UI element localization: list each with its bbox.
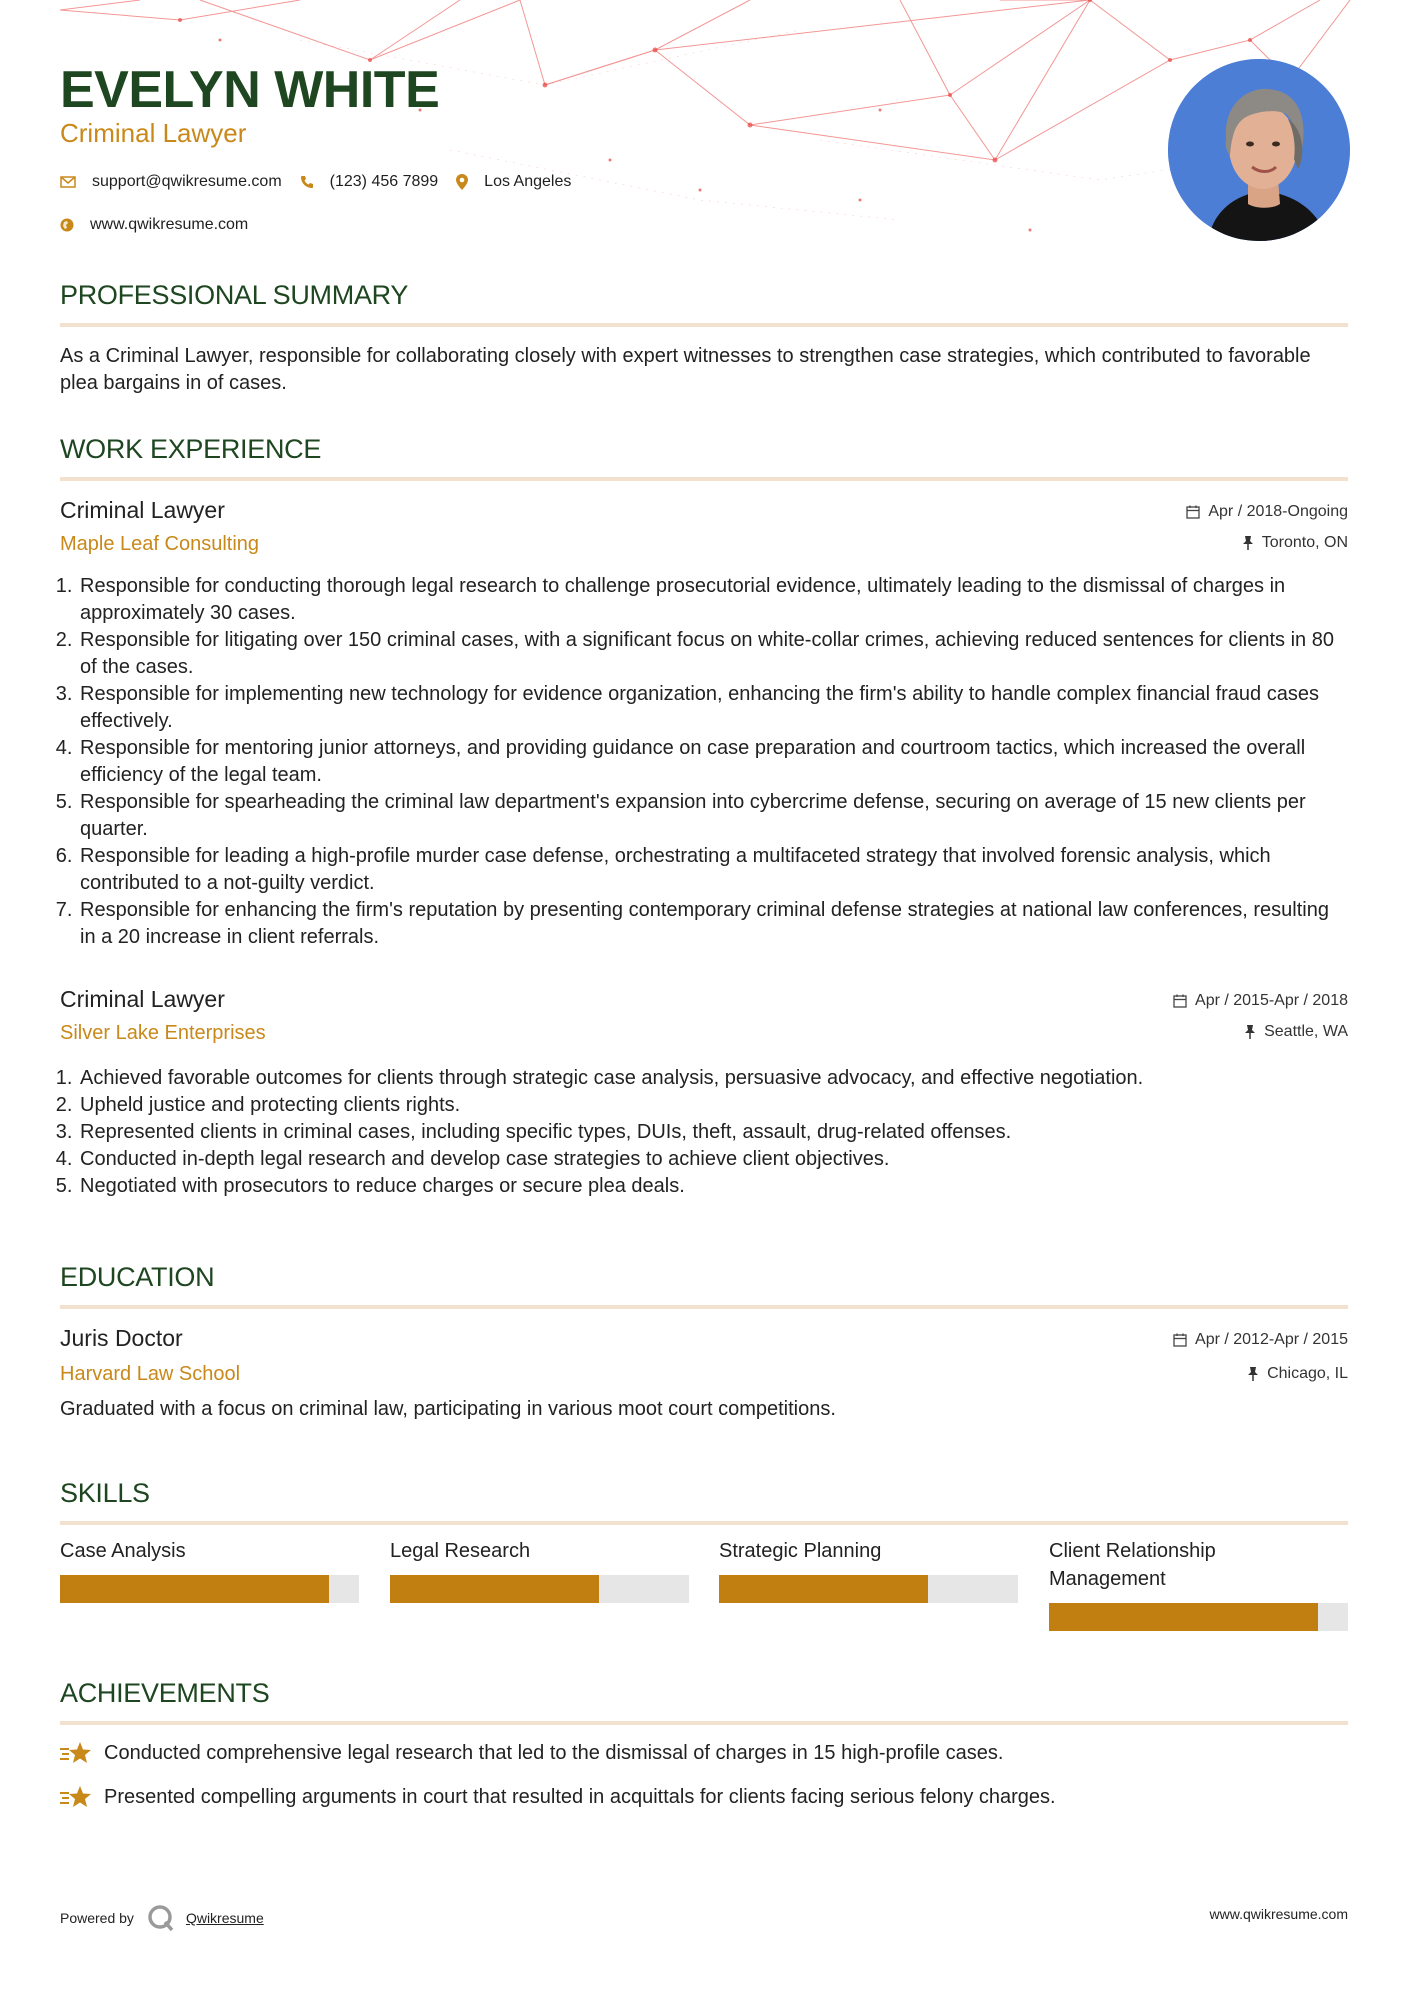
degree-title: Juris Doctor [60, 1325, 183, 1351]
achievements-heading: ACHIEVEMENTS [60, 1678, 1348, 1725]
skill-bar-fill [1049, 1603, 1318, 1631]
job-company: Silver Lake Enterprises [60, 1022, 266, 1044]
job-bullets [60, 1065, 1348, 1200]
achievement-text: Conducted comprehensive legal research that led to the dismissal of charges in 15 high-profile cases. [104, 1741, 1004, 1764]
job-location-text: Toronto, ON [1261, 534, 1348, 551]
list-item: 5. Responsible for spearheading the criminal law department's expansion into cybercrime defense, securing on average of 15 new clients per quarter. [78, 789, 1348, 843]
skill-bar [390, 1575, 689, 1603]
education-date [1173, 1331, 1348, 1349]
map-pin-icon [456, 174, 468, 190]
qwikresume-logo-icon [146, 1904, 176, 1932]
skill-item [60, 1537, 359, 1565]
school-name: Harvard Law School [60, 1363, 241, 1385]
skill-bar-fill [60, 1575, 329, 1603]
mail-icon [60, 176, 76, 188]
star-icon [60, 1740, 92, 1766]
summary-text: As a Criminal Lawyer, responsible for collaborating closely with expert witnesses to strengthen case strategies, which contributed to favorable plea bargains in of cases. [60, 345, 1311, 394]
skill-bar-fill [719, 1575, 928, 1603]
job-date-text: Apr / 2015-Apr / 2018 [1195, 992, 1348, 1009]
phone-contact[interactable] [300, 173, 439, 191]
list-item: 2. Responsible for litigating over 150 criminal cases, with a significant focus on white-collar crimes, achieving reduced sentences for clients in 80 of the cases. [78, 627, 1348, 681]
phone-icon [300, 175, 314, 189]
skill-name: Case Analysis [60, 1540, 186, 1562]
skills-heading: SKILLS [60, 1478, 1348, 1525]
candidate-role: Criminal Lawyer [60, 118, 247, 148]
powered-by [60, 1904, 264, 1932]
pushpin-icon [1247, 1367, 1259, 1381]
location-contact [456, 173, 571, 191]
powered-by-label: Powered by [60, 1910, 134, 1926]
education-location [1247, 1365, 1348, 1383]
globe-icon [60, 218, 74, 232]
skill-name: Client Relationship Management [1049, 1540, 1216, 1590]
achievement-text: Presented compelling arguments in court that resulted in acquittals for clients facing serious felony charges. [104, 1785, 1056, 1808]
list-item: 6. Responsible for leading a high-profile murder case defense, orchestrating a multifaceted strategy that involved forensic analysis, which contributed to a not-guilty verdict. [78, 843, 1348, 897]
location-text: Los Angeles [484, 173, 572, 190]
education-location-text: Chicago, IL [1267, 1365, 1348, 1382]
achievement-item [60, 1784, 1056, 1810]
job-date [1186, 503, 1348, 521]
phone-text: (123) 456 7899 [329, 173, 439, 190]
job-company: Maple Leaf Consulting [60, 533, 260, 555]
skill-item [1049, 1537, 1348, 1593]
education-date-text: Apr / 2012-Apr / 2015 [1195, 1331, 1348, 1348]
portrait-image [1168, 59, 1350, 241]
skills-grid [60, 1537, 1348, 1637]
job-date-text: Apr / 2018-Ongoing [1208, 503, 1348, 520]
list-item: 5. Negotiated with prosecutors to reduce charges or secure plea deals. [78, 1173, 1348, 1200]
footer-site-link[interactable]: www.qwikresume.com [1209, 1906, 1348, 1922]
pushpin-icon [1242, 536, 1254, 550]
website-row [60, 216, 266, 234]
list-item: 7. Responsible for enhancing the firm's reputation by presenting contemporary criminal defense strategies at national law conferences, resulting in a 20 increase in client referrals. [78, 897, 1348, 951]
education-section [60, 1262, 1348, 1309]
list-item: 2. Upheld justice and protecting clients rights. [78, 1092, 1348, 1119]
experience-section [60, 434, 1348, 481]
job-title: Criminal Lawyer [60, 497, 225, 523]
job-location [1244, 1023, 1348, 1041]
skills-section [60, 1478, 1348, 1525]
email-text: support@qwikresume.com [92, 173, 282, 190]
calendar-icon [1186, 505, 1200, 519]
job-location [1242, 534, 1348, 552]
job-title: Criminal Lawyer [60, 986, 225, 1012]
achievement-item [60, 1740, 1003, 1766]
pushpin-icon [1244, 1025, 1256, 1039]
footer [60, 1900, 1348, 1930]
website-contact[interactable] [60, 216, 248, 234]
brand-link[interactable]: Qwikresume [185, 1910, 264, 1926]
list-item: 1. Responsible for conducting thorough legal research to challenge prosecutorial evidence, ultimately leading to the dismissal of charges in approximately 30 cases. [78, 573, 1348, 627]
summary-heading: PROFESSIONAL SUMMARY [60, 280, 1348, 327]
job-date [1173, 992, 1348, 1010]
experience-heading: WORK EXPERIENCE [60, 434, 1348, 481]
calendar-icon [1173, 994, 1187, 1008]
skill-bar [60, 1575, 359, 1603]
contact-row [60, 173, 589, 191]
candidate-name: EVELYN WHITE [60, 61, 440, 119]
skill-bar [719, 1575, 1018, 1603]
skill-item [719, 1537, 1018, 1565]
job-bullets [60, 573, 1348, 951]
calendar-icon [1173, 1333, 1187, 1347]
profile-photo [1168, 59, 1350, 241]
skill-bar-fill [390, 1575, 599, 1603]
education-description: Graduated with a focus on criminal law, participating in various moot court competitions. [60, 1398, 836, 1420]
email-contact[interactable] [60, 173, 282, 191]
list-item: 3. Responsible for implementing new technology for evidence organization, enhancing the firm's ability to handle complex financial fraud cases effectively. [78, 681, 1348, 735]
skill-item [390, 1537, 689, 1565]
star-icon [60, 1784, 92, 1810]
website-text: www.qwikresume.com [90, 216, 249, 233]
job-location-text: Seattle, WA [1264, 1023, 1348, 1040]
education-heading: EDUCATION [60, 1262, 1348, 1309]
list-item: 1. Achieved favorable outcomes for clients through strategic case analysis, persuasive advocacy, and effective negotiation. [78, 1065, 1348, 1092]
achievements-section [60, 1678, 1348, 1725]
skill-name: Strategic Planning [719, 1540, 882, 1562]
list-item: 4. Conducted in-depth legal research and develop case strategies to achieve client objectives. [78, 1146, 1348, 1173]
skill-name: Legal Research [390, 1540, 531, 1562]
list-item: 4. Responsible for mentoring junior attorneys, and providing guidance on case preparation and courtroom tactics, which increased the overall efficiency of the legal team. [78, 735, 1348, 789]
summary-section [60, 280, 1348, 397]
skill-bar [1049, 1603, 1348, 1631]
list-item: 3. Represented clients in criminal cases, including specific types, DUIs, theft, assault, drug-related offenses. [78, 1119, 1348, 1146]
